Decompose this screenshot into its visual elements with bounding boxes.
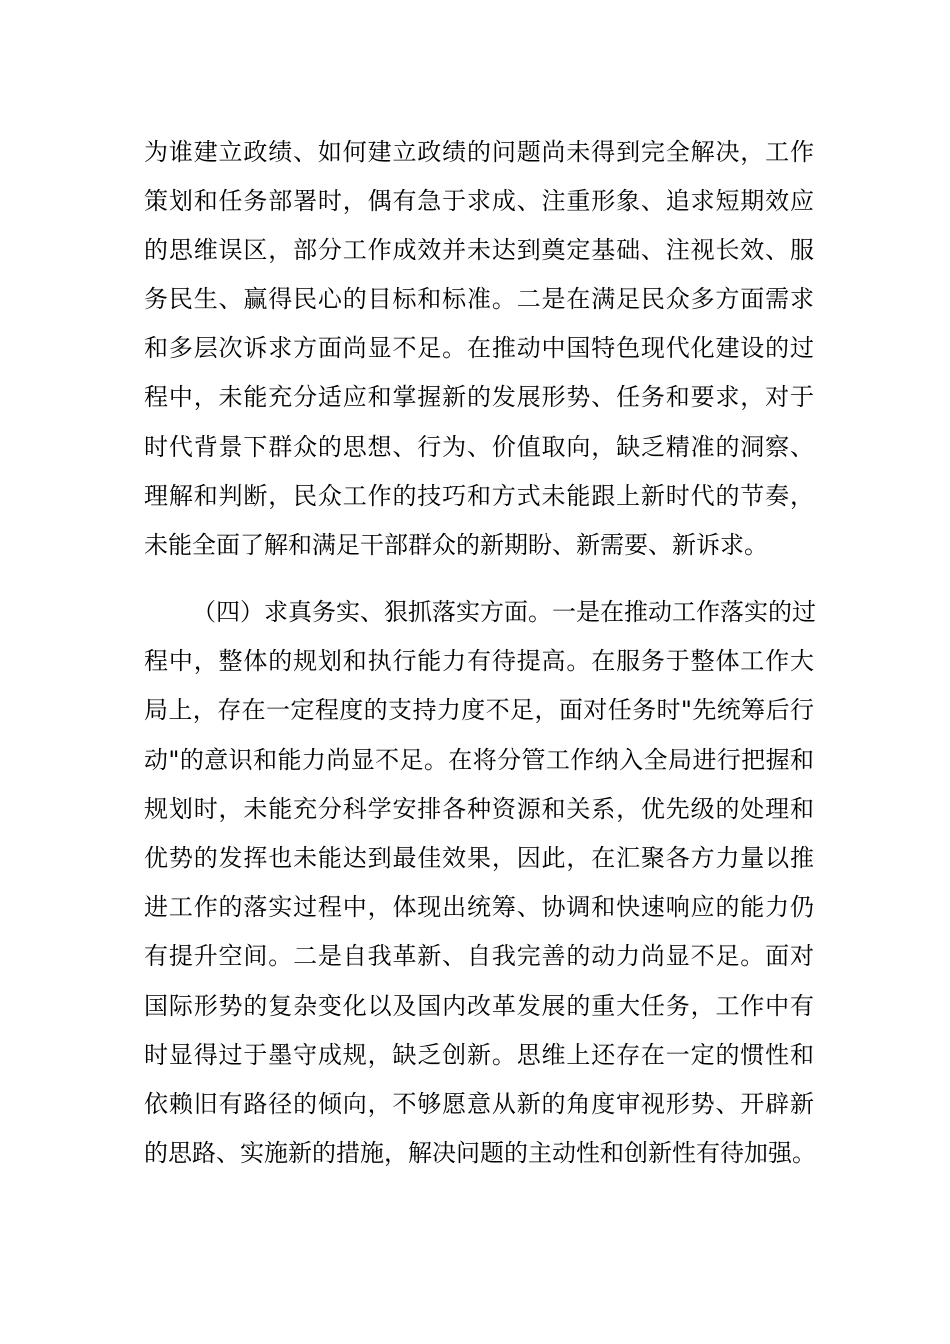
text-line: 程中，整体的规划和执行能力有待提高。在服务于整体工作大 xyxy=(144,647,814,675)
text-line: 和多层次诉求方面尚显不足。在推动中国特色现代化建设的过 xyxy=(144,334,814,362)
text-line: 为谁建立政绩、如何建立政绩的问题尚未得到完全解决，工作 xyxy=(144,138,814,166)
text-line: 国际形势的复杂变化以及国内改革发展的重大任务，工作中有 xyxy=(144,992,814,1020)
text-line: 优势的发挥也未能达到最佳效果，因此，在汇聚各方力量以推 xyxy=(144,844,814,872)
text-line: 有提升空间。二是自我革新、自我完善的动力尚显不足。面对 xyxy=(144,942,814,970)
text-line: 理解和判断，民众工作的技巧和方式未能跟上新时代的节奏， xyxy=(144,482,814,510)
text-line: 规划时，未能充分科学安排各种资源和关系，优先级的处理和 xyxy=(144,795,814,823)
text-line: 动"的意识和能力尚显不足。在将分管工作纳入全局进行把握和 xyxy=(144,746,814,774)
text-line: 策划和任务部署时，偶有急于求成、注重形象、追求短期效应 xyxy=(144,187,814,215)
text-line: 的思维误区，部分工作成效并未达到奠定基础、注视长效、服 xyxy=(144,236,814,264)
text-line: 依赖旧有路径的倾向，不够愿意从新的角度审视形势、开辟新 xyxy=(144,1090,814,1118)
text-line: 程中，未能充分适应和掌握新的发展形势、任务和要求，对于 xyxy=(144,383,814,411)
text-line: 局上，存在一定程度的支持力度不足，面对任务时"先统筹后行 xyxy=(144,696,814,724)
text-line: 的思路、实施新的措施，解决问题的主动性和创新性有待加强。 xyxy=(144,1139,816,1167)
text-line: 务民生、赢得民心的目标和标准。二是在满足民众多方面需求 xyxy=(144,285,814,313)
text-line: 时代背景下群众的思想、行为、价值取向，缺乏精准的洞察、 xyxy=(144,433,814,461)
text-line: 进工作的落实过程中，体现出统筹、协调和快速响应的能力仍 xyxy=(144,893,814,921)
text-line: 时显得过于墨守成规，缺乏创新。思维上还存在一定的惯性和 xyxy=(144,1041,814,1069)
text-line: 未能全面了解和满足干部群众的新期盼、新需要、新诉求。 xyxy=(144,531,768,559)
text-line: （四）求真务实、狠抓落实方面。一是在推动工作落实的过 xyxy=(192,598,816,626)
